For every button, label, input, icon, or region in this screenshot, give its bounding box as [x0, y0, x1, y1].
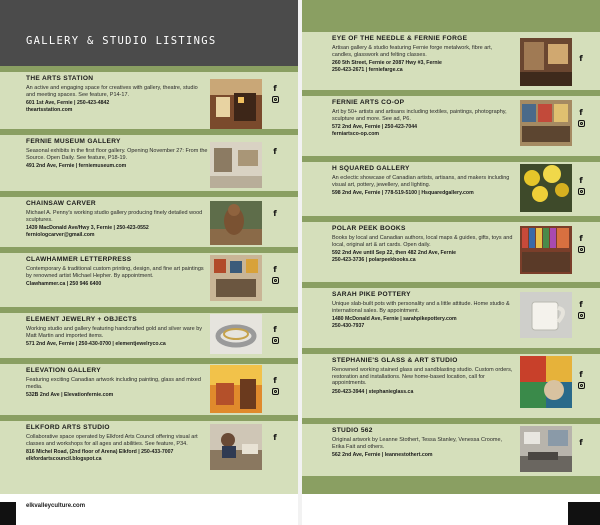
listing-name: ELKFORD ARTS STUDIO	[26, 424, 110, 431]
divider-band	[302, 476, 600, 494]
listing-name: ELEMENT JEWELRY + OBJECTS	[26, 316, 138, 323]
social-links	[270, 84, 280, 103]
facebook-icon[interactable]: f	[273, 209, 277, 218]
listing-name: THE ARTS STATION	[26, 75, 94, 82]
page-corner-mark	[568, 502, 600, 525]
listing-description: Collaborative space operated by Elkford Arts Council offering visual art classes and workshops for all ages and abilities. See feature, P34.	[26, 434, 198, 447]
listing-description: Featuring exciting Canadian artwork including painting, glass and mixed media.	[26, 377, 201, 390]
listing-element-jewelry	[0, 313, 298, 358]
social-links	[270, 433, 280, 442]
listing-photo	[520, 356, 572, 398]
listing-photo	[210, 365, 262, 407]
listing-address: 601 1st Ave, Fernie | 250-423-4842	[26, 100, 110, 107]
listing-email[interactable]: ferniologcarver@gmail.com	[26, 231, 95, 238]
facebook-icon[interactable]: f	[273, 84, 277, 93]
facebook-icon[interactable]: f	[579, 108, 583, 117]
instagram-icon[interactable]	[272, 277, 279, 284]
listing-description: Unique slab-built pots with personality and a little attitude. Home studio & international sales. By appointment.	[332, 301, 510, 314]
listing-description: Original artwork by Leanne Stothert, Tessa Stanley, Venessa Croome, Erika Fait and others.	[332, 437, 503, 450]
listing-photo	[210, 79, 262, 121]
instagram-icon[interactable]	[272, 388, 279, 395]
listing-name: CLAWHAMMER LETTERPRESS	[26, 256, 132, 263]
listing-studio-562	[302, 424, 600, 476]
listing-address: 250-423-3944 | stephanieglass.ca	[332, 388, 414, 395]
listing-name: EYE OF THE NEEDLE & FERNIE FORGE	[332, 35, 468, 42]
listing-polar-peek-books	[302, 222, 600, 282]
listing-name: POLAR PEEK BOOKS	[332, 225, 406, 232]
facebook-icon[interactable]: f	[273, 147, 277, 156]
facebook-icon[interactable]: f	[273, 325, 277, 334]
social-links	[270, 376, 280, 395]
listing-address: 260 5th Street, Fernie or 2087 Hwy #3, Fernie	[332, 60, 442, 67]
listing-photo	[520, 164, 572, 206]
social-links	[270, 147, 280, 156]
listing-phone[interactable]: 250-430-7937	[332, 322, 365, 329]
social-links	[270, 209, 280, 218]
instagram-icon[interactable]	[578, 120, 585, 127]
facebook-icon[interactable]: f	[273, 376, 277, 385]
listing-address: Clawhammer.ca | 250 946 6400	[26, 281, 102, 288]
listing-h-squared-gallery	[302, 162, 600, 216]
listing-photo	[520, 38, 572, 80]
listing-photo	[210, 255, 262, 297]
listing-description: Michael A. Penny's working studio gallery producing finely detailed wood sculptures.	[26, 210, 203, 223]
page-corner-mark	[0, 502, 16, 525]
listing-description: Renowned working stained glass and sandblasting studio. Custom orders, restoration and installations. New home-based location, call for appointments.	[332, 367, 513, 387]
listing-photo	[210, 314, 262, 356]
footer-url[interactable]: elkvalleyculture.com	[26, 503, 86, 509]
facebook-icon[interactable]: f	[579, 300, 583, 309]
listing-address: 1480 McDonald Ave, Fernie | sarahpikepottery.com	[332, 316, 457, 323]
listing-clawhammer-letterpress	[0, 253, 298, 307]
facebook-icon[interactable]: f	[579, 234, 583, 243]
social-links	[576, 234, 586, 253]
instagram-icon[interactable]	[272, 96, 279, 103]
listing-name: STUDIO 562	[332, 427, 373, 434]
listing-name: STEPHANIE'S GLASS & ART STUDIO	[332, 357, 458, 364]
listing-photo	[520, 292, 572, 334]
listing-address: 532B 2nd Ave | Elevationfernie.com	[26, 392, 114, 399]
listing-description: Artisan gallery & studio featuring Fernie forge metalwork, fibre art, candles, glasswork and felting classes.	[332, 45, 493, 58]
listing-name: CHAINSAW CARVER	[26, 200, 96, 207]
listing-photo	[210, 142, 262, 184]
instagram-icon[interactable]	[578, 312, 585, 319]
listing-photo	[520, 100, 572, 142]
listing-name: ELEVATION GALLERY	[26, 367, 101, 374]
divider-band	[302, 0, 600, 32]
listing-sarah-pike-pottery	[302, 288, 600, 348]
listing-photo	[210, 424, 262, 466]
listing-description: Books by local and Canadian authors, local maps & guides, gifts, toys and local, original art & art cards. Open daily.	[332, 235, 513, 248]
listing-website[interactable]: elkfordartscouncil.blogspot.ca	[26, 455, 102, 462]
footer	[302, 494, 600, 525]
section-header	[0, 0, 298, 66]
listing-address: 1439 MacDonald Ave/Hwy 3, Fernie | 250-423-0552	[26, 225, 149, 232]
listing-name: H SQUARED GALLERY	[332, 165, 410, 172]
footer	[0, 494, 298, 525]
listing-chainsaw-carver	[0, 197, 298, 247]
social-links	[576, 300, 586, 319]
facebook-icon[interactable]: f	[273, 265, 277, 274]
social-links	[576, 370, 586, 389]
instagram-icon[interactable]	[578, 188, 585, 195]
facebook-icon[interactable]: f	[579, 438, 583, 447]
listing-fernie-museum-gallery	[0, 135, 298, 191]
listing-address: 571 2nd Ave, Fernie | 250-430-0700 | elementjewelryco.ca	[26, 341, 166, 348]
listing-contact[interactable]: 250-423-2671 | ferniefarge.ca	[332, 66, 403, 73]
listing-name: FERNIE ARTS CO-OP	[332, 99, 405, 106]
listing-description: An active and engaging space for creatives with gallery, theatre, studio and meeting spaces. See feature, P14-17.	[26, 85, 198, 98]
listing-address: 816 Michel Road, (2nd floor of Arena) Elkford | 250-433-7007	[26, 449, 174, 456]
listing-eye-of-the-needle	[302, 32, 600, 90]
listing-fernie-arts-co-op	[302, 96, 600, 156]
listing-address: 592 2nd Ave until Sep 22, then 482 2nd Ave, Fernie	[332, 250, 457, 257]
listing-description: Contemporary & traditional custom printing, design, and fine art paintings by renowned artist Michael Hepher. By appointment.	[26, 266, 204, 279]
social-links	[576, 54, 586, 63]
listing-photo	[520, 226, 572, 268]
right-column	[302, 0, 600, 525]
facebook-icon[interactable]: f	[579, 54, 583, 63]
social-links	[576, 438, 586, 447]
listing-name: SARAH PIKE POTTERY	[332, 291, 411, 298]
listing-address: 562 2nd Ave, Fernie | leannestothert.com	[332, 452, 433, 459]
listing-name: FERNIE MUSEUM GALLERY	[26, 138, 121, 145]
instagram-icon[interactable]	[578, 246, 585, 253]
social-links	[576, 176, 586, 195]
social-links	[576, 108, 586, 127]
facebook-icon[interactable]: f	[579, 370, 583, 379]
listing-description: An eclectic showcase of Canadian artists, artisans, and makers including visual art, pottery, jewellery, and lighting.	[332, 175, 510, 188]
listing-photo	[210, 201, 262, 243]
listing-stephanies-glass	[302, 354, 600, 418]
facebook-icon[interactable]: f	[579, 176, 583, 185]
listing-the-arts-station	[0, 72, 298, 129]
listing-photo	[520, 426, 572, 468]
left-column	[0, 0, 298, 525]
listing-address: 491 2nd Ave, Fernie | ferniemuseum.com	[26, 163, 127, 170]
social-links	[270, 265, 280, 284]
listing-website[interactable]: ferniartsco-op.com	[332, 130, 379, 137]
listing-elevation-gallery	[0, 364, 298, 415]
listing-description: Seasonal exhibits in the first floor gallery. Opening November 27: From the Source. Open Daily. See feature, P18-19.	[26, 148, 208, 161]
listing-description: Art by 50+ artists and artisans including textiles, paintings, photography, sculpture and more. See ad, P6.	[332, 109, 507, 122]
social-links	[270, 325, 280, 344]
facebook-icon[interactable]: f	[273, 433, 277, 442]
listing-description: Working studio and gallery featuring handcrafted gold and silver ware by Matt Martin and imported items.	[26, 326, 202, 339]
listing-elkford-arts-studio	[0, 421, 298, 494]
listing-contact[interactable]: 250-423-3736 | polarpeekbooks.ca	[332, 256, 416, 263]
listing-address: 572 2nd Ave, Fernie | 250-423-7044	[332, 124, 417, 131]
listing-website[interactable]: theartsstation.com	[26, 106, 73, 113]
section-title: GALLERY & STUDIO LISTINGS	[26, 35, 217, 47]
listing-address: 598 2nd Ave, Fernie | 778-519-5100 | Hsquaredgallery.com	[332, 190, 474, 197]
instagram-icon[interactable]	[272, 337, 279, 344]
instagram-icon[interactable]	[578, 382, 585, 389]
